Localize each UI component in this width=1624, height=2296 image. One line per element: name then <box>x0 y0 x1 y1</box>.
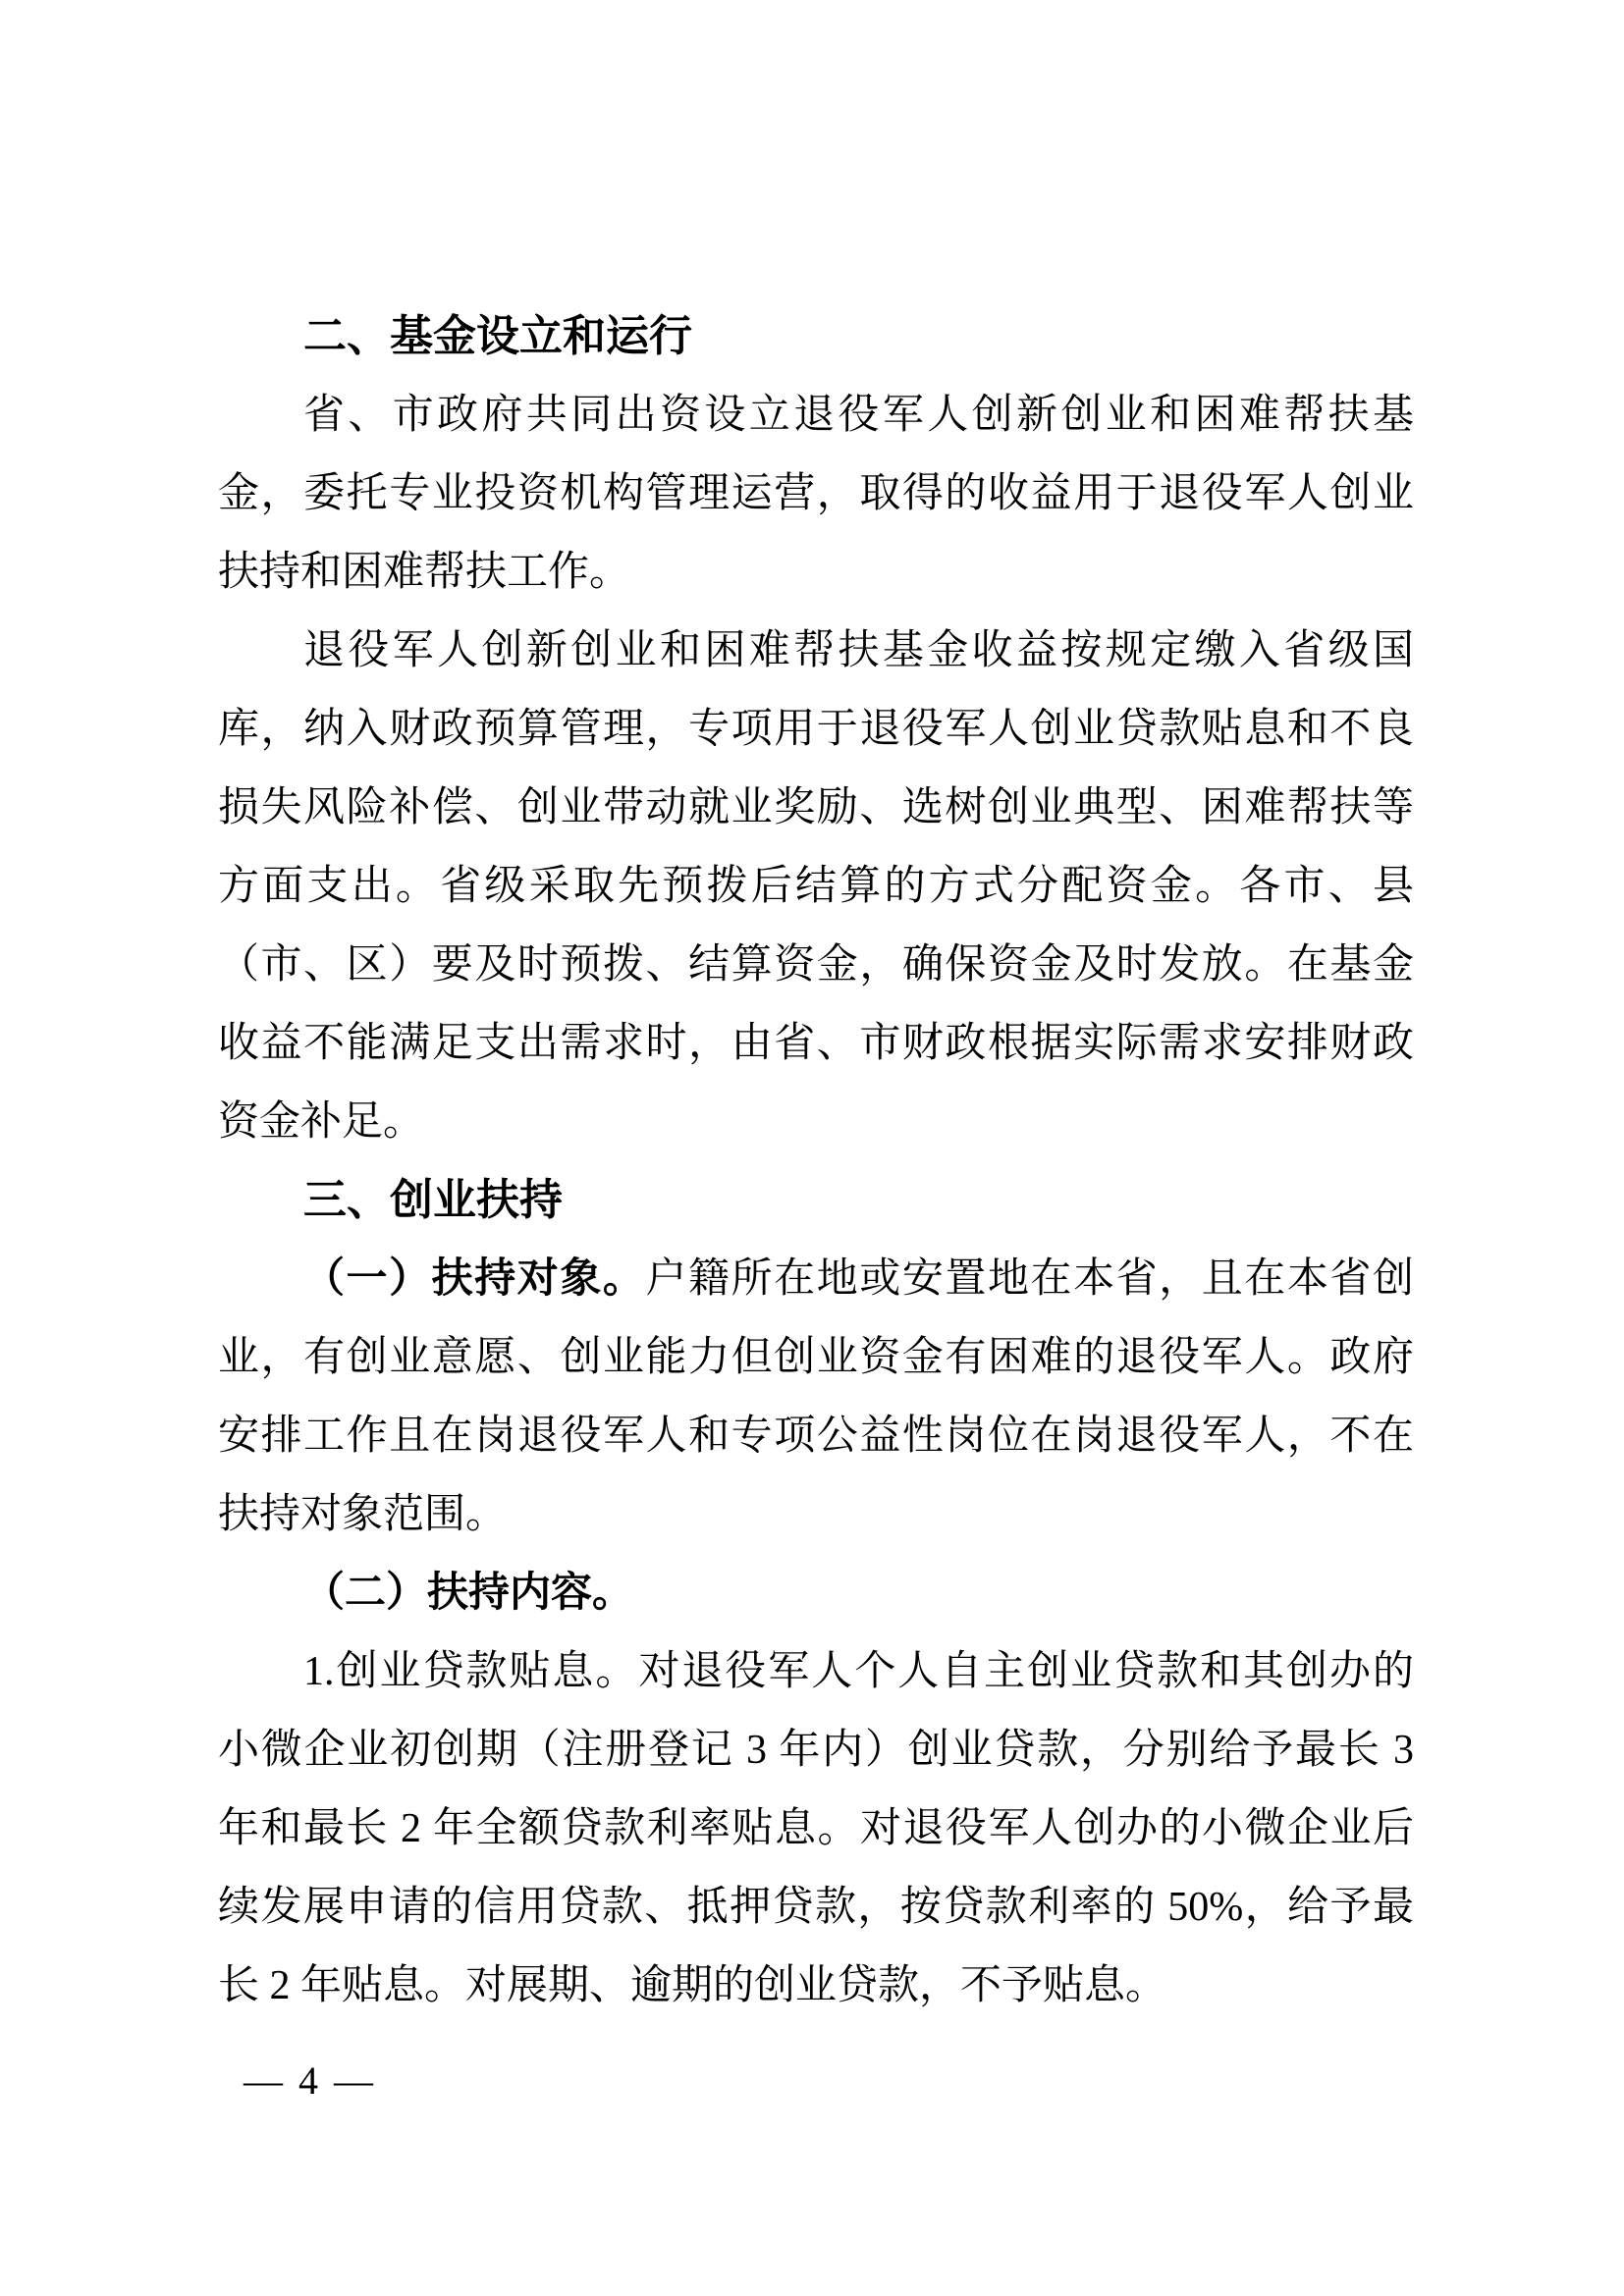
paragraph-line: 续发展申请的信用贷款、抵押贷款，按贷款利率的 50%，给予最 <box>218 1885 1414 1930</box>
paragraph-line: 业，有创业意愿、创业能力但创业资金有困难的退役军人。政府 <box>218 1335 1414 1380</box>
page-number: — 4 — <box>244 2058 373 2103</box>
subsection-label-1: （一）扶持对象。 <box>303 1256 646 1302</box>
section-heading-2: 二、基金设立和运行 <box>303 312 692 360</box>
paragraph-line: 金，委托专业投资机构管理运营，取得的收益用于退役军人创业 <box>218 471 1414 516</box>
paragraph-line: 省、市政府共同出资设立退役军人创新创业和困难帮扶基 <box>303 393 1414 438</box>
paragraph-line: 长 2 年贴息。对展期、逾期的创业贷款，不予贴息。 <box>218 1963 1167 2008</box>
section-heading-3: 三、创业扶持 <box>303 1176 563 1224</box>
paragraph-line: 1.创业贷款贴息。对退役军人个人自主创业贷款和其创办的 <box>303 1649 1414 1694</box>
paragraph-line: 损失风险补偿、创业带动就业奖励、选树创业典型、困难帮扶等 <box>218 785 1414 830</box>
paragraph-line <box>218 1554 1414 1632</box>
document-text-block <box>218 297 1414 2025</box>
paragraph-line: 库，纳入财政预算管理，专项用于退役军人创业贷款贴息和不良 <box>218 707 1414 752</box>
paragraph-line: 扶持对象范围。 <box>218 1492 508 1537</box>
paragraph-line: 年和最长 2 年全额贷款利率贴息。对退役军人创办的小微企业后 <box>218 1806 1414 1851</box>
paragraph-line: 方面支出。省级采取先预拨后结算的方式分配资金。各市、县 <box>218 864 1414 909</box>
paragraph-line: 资金补足。 <box>218 1099 425 1145</box>
subsection-label-2: （二）扶持内容。 <box>303 1571 634 1616</box>
paragraph-line <box>218 1240 1414 1318</box>
paragraph-line: （市、区）要及时预拨、结算资金，确保资金及时发放。在基金 <box>218 942 1414 988</box>
paragraph-text: 户籍所在地或安置地在本省，且在本省创 <box>645 1256 1414 1302</box>
paragraph-line: 扶持和困难帮扶工作。 <box>218 550 631 595</box>
paragraph-line: 小微企业初创期（注册登记 3 年内）创业贷款，分别给予最长 3 <box>218 1728 1414 1773</box>
paragraph-line: 退役军人创新创业和困难帮扶基金收益按规定缴入省级国 <box>303 628 1414 673</box>
paragraph-line: 安排工作且在岗退役军人和专项公益性岗位在岗退役军人，不在 <box>218 1414 1414 1459</box>
paragraph-line: 收益不能满足支出需求时，由省、市财政根据实际需求安排财政 <box>218 1021 1414 1066</box>
